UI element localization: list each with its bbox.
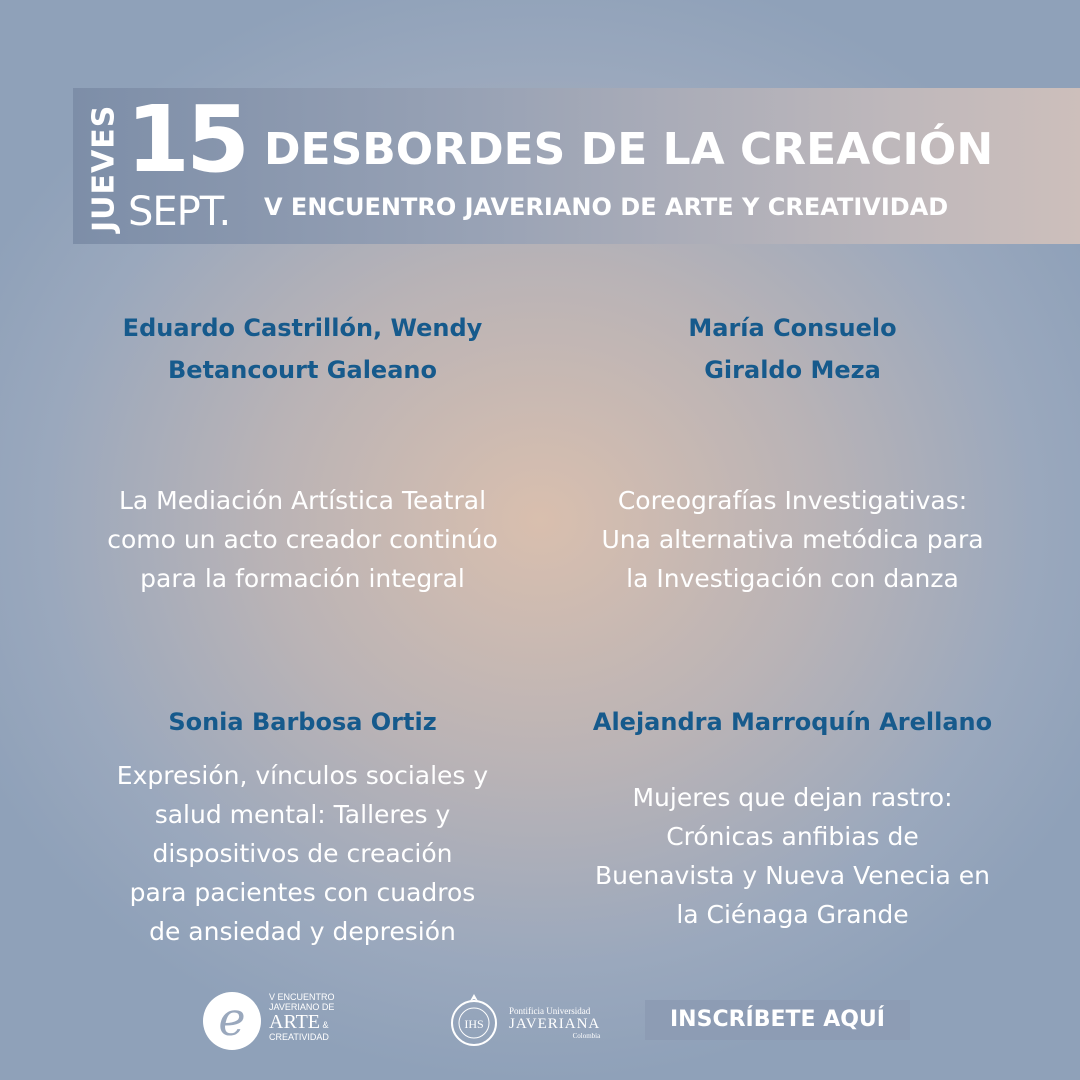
register-button[interactable]: INSCRÍBETE AQUÍ	[645, 1000, 910, 1040]
talk-title-line: Expresión, vínculos sociales y	[116, 761, 489, 790]
university-name: JAVERIANA	[509, 1016, 601, 1032]
presentation-1	[60, 307, 545, 391]
e-letter-logo-icon: e	[203, 992, 261, 1050]
talk-title-line: Crónicas anfibias de	[666, 822, 919, 851]
university-seal-icon	[445, 992, 503, 1050]
encuentro-logo-text	[269, 992, 335, 1042]
talk-title-line: la Investigación con danza	[626, 564, 959, 593]
presentation-4	[550, 701, 1035, 743]
presentation-2	[550, 307, 1035, 391]
speaker-name-line: Sonia Barbosa Ortiz	[168, 708, 437, 736]
svg-text:IHS: IHS	[464, 1017, 484, 1031]
presentation-3	[60, 701, 545, 743]
talk-title-line: dispositivos de creación	[152, 839, 453, 868]
event-subtitle: V ENCUENTRO JAVERIANO DE ARTE Y CREATIVIDAD	[264, 193, 949, 221]
talk-title-3	[60, 756, 545, 951]
logo-line: V ENCUENTRO	[269, 992, 335, 1002]
talk-title-line: Coreografías Investigativas:	[617, 486, 968, 515]
encuentro-logo	[203, 990, 353, 1052]
university-line: Pontificia Universidad	[509, 1006, 591, 1016]
speaker-name-line: Eduardo Castrillón, Wendy	[122, 314, 483, 342]
logo-ampersand: &	[322, 1020, 329, 1030]
speaker-name-line: Alejandra Marroquín Arellano	[592, 708, 993, 736]
logo-word-arte: ARTE	[269, 1011, 321, 1033]
talk-title-line: La Mediación Artística Teatral	[118, 486, 487, 515]
event-title: DESBORDES DE LA CREACIÓN	[264, 124, 994, 175]
talk-title-line: Buenavista y Nueva Venecia en	[594, 861, 991, 890]
event-date-number: 15	[126, 86, 247, 193]
talk-title-line: de ansiedad y depresión	[149, 917, 456, 946]
event-day: JUEVES	[86, 104, 122, 232]
logo-line: JAVERIANO DE	[269, 1002, 335, 1012]
speaker-name-line: María Consuelo	[688, 314, 897, 342]
talk-title-line: salud mental: Talleres y	[154, 800, 451, 829]
talk-title-2	[550, 481, 1035, 598]
talk-title-line: para la formación integral	[140, 564, 465, 593]
talk-title-line: Mujeres que dejan rastro:	[632, 783, 953, 812]
university-logo-text	[509, 1006, 600, 1041]
event-month: SEPT.	[128, 189, 231, 235]
logo-line: CREATIVIDAD	[269, 1032, 329, 1042]
talk-title-line: la Ciénaga Grande	[676, 900, 909, 929]
talk-title-line: como un acto creador continúo	[107, 525, 498, 554]
talk-title-1	[60, 481, 545, 598]
university-country: Colombia	[572, 1032, 601, 1040]
university-logo	[445, 992, 605, 1052]
speaker-name-line: Giraldo Meza	[704, 356, 881, 384]
speaker-name-line: Betancourt Galeano	[168, 356, 437, 384]
talk-title-line: para pacientes con cuadros	[129, 878, 476, 907]
talk-title-line: Una alternativa metódica para	[601, 525, 984, 554]
logo-line	[269, 1012, 335, 1032]
talk-title-4	[550, 778, 1035, 934]
